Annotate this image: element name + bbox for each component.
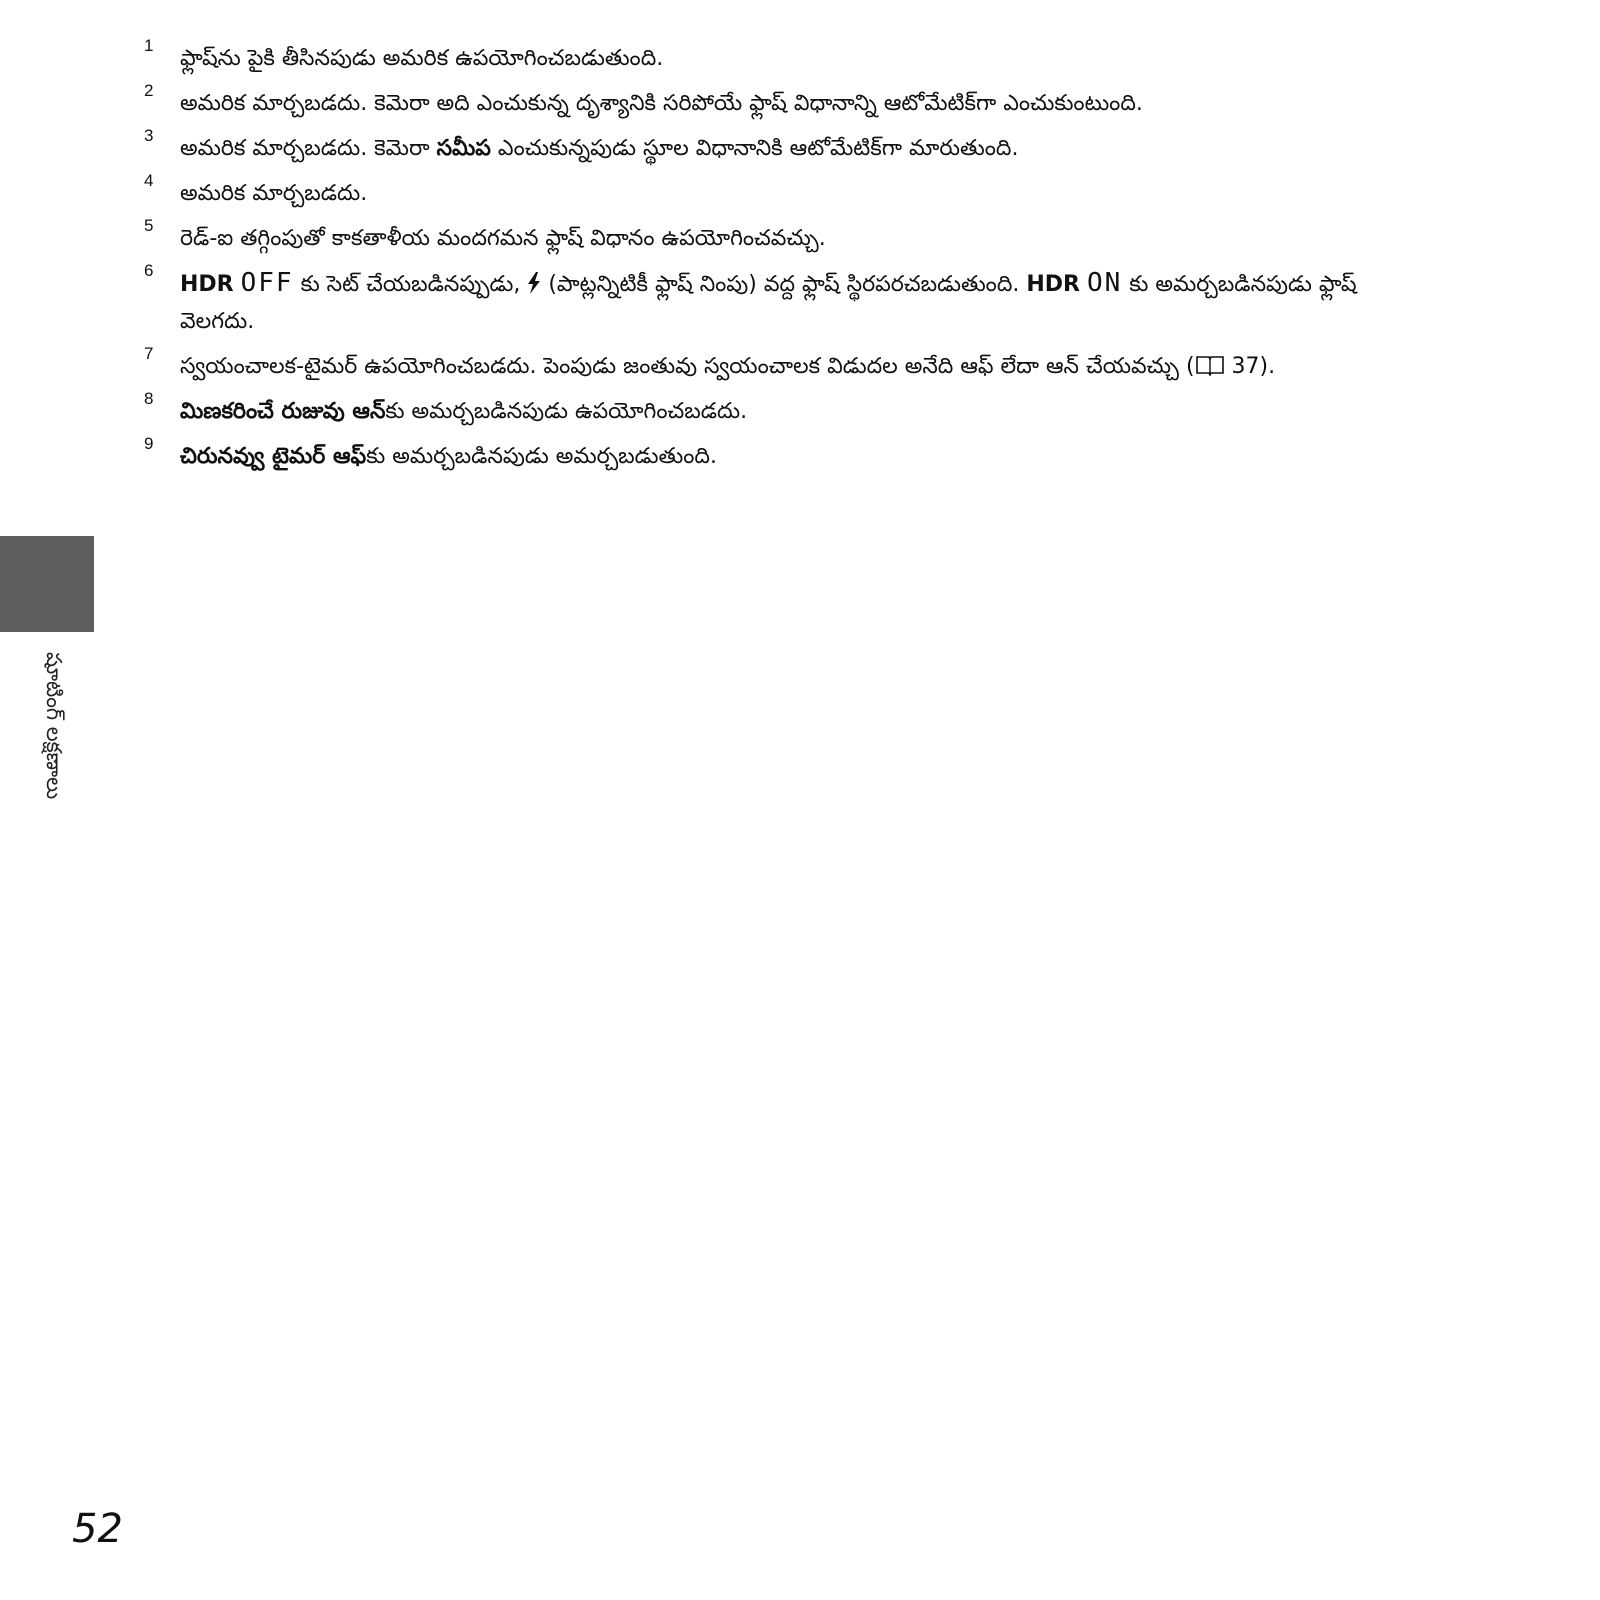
footnote-text: మిణకరించే రుజువు ఆన్కు అమర్చబడినపుడు ఉపయోగించబడదు. (180, 399, 748, 424)
footnotes-list (144, 36, 1434, 483)
footnote-6 (144, 261, 1434, 340)
footnote-text: అమరిక మార్చబడదు. కెమెరా అది ఎంచుకున్న దృశ్యానికి సరిపోయే ఫ్లాష్ విధానాన్ని ఆటోమేటిక్‌గా ఎంచుకుంటుంది. (180, 91, 1143, 116)
footnote-text: స్వయంచాలక-టైమర్ ఉపయోగించబడదు. పెంపుడు జంతువు స్వయంచాలక విడుదల అనేది ఆఫ్ లేదా ఆన్ చేయవచ్చు ( 37). (180, 348, 1434, 385)
footnote-text: చిరునవ్వు టైమర్ ఆఫ్కు అమర్చబడినపుడు అమర్చబడుతుంది. (180, 444, 717, 469)
footnote-4 (144, 171, 1434, 212)
footnote-number: 7 (144, 344, 154, 363)
flash-bolt-icon (527, 269, 541, 291)
footnote-number: 9 (144, 434, 154, 453)
footnote-5 (144, 216, 1434, 257)
footnote-text: రెడ్-ఐ తగ్గింపుతో కాకతాళీయ మందగమన ఫ్లాష్ విధానం ఉపయోగించవచ్చు. (180, 226, 826, 251)
footnote-number: 1 (144, 36, 154, 55)
footnote-number: 6 (144, 261, 154, 280)
footnote-number: 2 (144, 81, 154, 100)
footnote-number: 8 (144, 389, 154, 408)
footnote-7 (144, 344, 1434, 385)
footnote-3 (144, 126, 1434, 167)
section-tab (0, 536, 94, 632)
footnote-number: 4 (144, 171, 154, 190)
footnote-text: అమరిక మార్చబడదు. (180, 181, 368, 206)
footnote-text: ఫ్లాష్‌ను పైకి తీసినపుడు అమరిక ఉపయోగించబడుతుంది. (180, 46, 664, 71)
mode-name: సమీప (436, 136, 491, 161)
footnote-text: HDR OFF కు సెట్ చేయబడినప్పుడు, (పాట్లన్నిటికీ ఫ్లాష్ నింపు) వద్ద ఫ్లాష్ స్థిరపరచబడుతుంది. HDR ON కు అమర్చబడినపుడు ఫ్లాష్ వెలగదు. (180, 268, 1357, 334)
setting-name: చిరునవ్వు టైమర్ ఆఫ్ (180, 444, 367, 469)
footnote-number: 3 (144, 126, 154, 145)
reference-book-icon (1195, 351, 1225, 373)
footnote-1 (144, 36, 1434, 77)
hdr-label: HDR (180, 272, 234, 297)
footnote-2 (144, 81, 1434, 122)
footnote-text: అమరిక మార్చబడదు. కెమెరా సమీప ఎంచుకున్నపుడు స్థూల విధానానికి ఆటోమేటిక్‌గా మారుతుంది. (180, 136, 1019, 161)
hdr-on-indicator: ON (1086, 268, 1123, 298)
footnote-8 (144, 389, 1434, 430)
setting-name: మిణకరించే రుజువు ఆన్ (180, 399, 386, 424)
reference-page-link[interactable]: 37 (1224, 354, 1260, 379)
hdr-off-indicator: OFF (240, 268, 294, 298)
hdr-label: HDR (1026, 272, 1080, 297)
footnote-number: 5 (144, 216, 154, 235)
page-number: 52 (72, 1506, 123, 1552)
footnote-9 (144, 434, 1434, 475)
section-label: షూటింగ్ లక్షణాలు (42, 652, 66, 800)
